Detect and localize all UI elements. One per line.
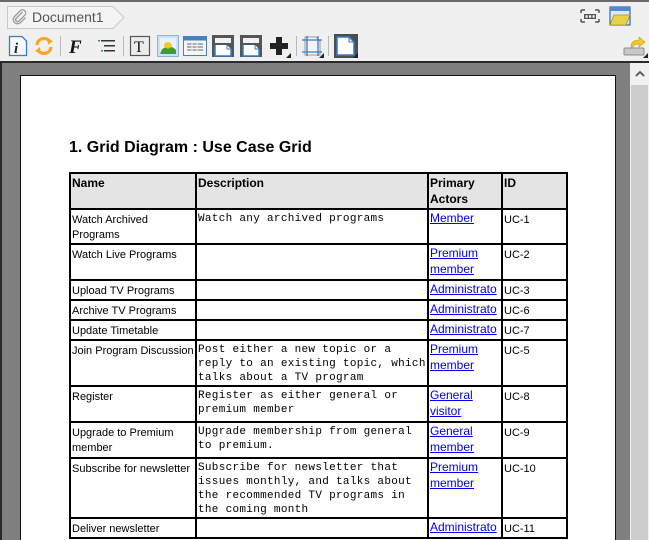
list-format-button[interactable] <box>94 34 118 58</box>
document-page[interactable] <box>20 75 616 540</box>
page-header-icon <box>211 34 235 58</box>
column-header-name: Name <box>70 173 196 209</box>
table-icon <box>183 36 207 56</box>
cell-primary-actor <box>428 518 502 538</box>
cell-primary-actor <box>428 386 502 422</box>
document-canvas[interactable] <box>0 61 630 540</box>
cell-name: Watch Archived Programs <box>70 209 196 244</box>
actor-link[interactable]: Premium member <box>430 460 479 490</box>
table-row <box>70 340 567 386</box>
font-icon <box>65 35 87 57</box>
table-row <box>70 300 567 320</box>
scrollbar-thumb[interactable] <box>631 85 648 540</box>
cell-primary-actor <box>428 458 502 518</box>
scroll-up-button[interactable] <box>631 65 648 82</box>
cell-id: UC-10 <box>502 458 567 518</box>
cell-name: Join Program Discussion <box>70 340 196 386</box>
cell-primary-actor <box>428 300 502 320</box>
dropdown-corner-icon <box>319 53 324 58</box>
cell-description: Watch any archived programs <box>196 209 428 244</box>
cell-primary-actor <box>428 280 502 300</box>
text-icon <box>129 35 151 57</box>
cell-name: Watch Live Programs <box>70 244 196 280</box>
column-header-primary-actors: Primary Actors <box>428 173 502 209</box>
table-row <box>70 280 567 300</box>
cell-name: Register <box>70 386 196 422</box>
table-button[interactable] <box>183 34 207 58</box>
cell-description <box>196 244 428 280</box>
text-button[interactable] <box>128 34 152 58</box>
font-button[interactable] <box>64 34 88 58</box>
toolbar <box>0 32 649 60</box>
page-heading: 1. Grid Diagram : Use Case Grid <box>69 139 312 156</box>
table-row <box>70 320 567 340</box>
cell-id: UC-5 <box>502 340 567 386</box>
actor-link[interactable]: General member <box>430 424 475 454</box>
cell-description <box>196 320 428 340</box>
table-header-row <box>70 173 567 209</box>
column-header-id: ID <box>502 173 567 209</box>
actor-link[interactable]: Premium member <box>430 246 479 276</box>
cell-name: Update Timetable <box>70 320 196 340</box>
cell-description: Upgrade membership from general to premium. <box>196 422 428 458</box>
document-tab-title: Document1 <box>32 9 104 25</box>
column-header-description: Description <box>196 173 428 209</box>
table-row <box>70 518 567 538</box>
cell-description: Register as either general or premium member <box>196 386 428 422</box>
cell-id: UC-1 <box>502 209 567 244</box>
cell-primary-actor <box>428 320 502 340</box>
table-row <box>70 244 567 280</box>
svg-text:i: i <box>14 41 19 57</box>
panel-toggle-icon[interactable] <box>609 6 631 26</box>
toolbar-separator <box>296 36 297 56</box>
window-controls <box>579 6 631 26</box>
cell-primary-actor <box>428 422 502 458</box>
dropdown-corner-icon <box>286 53 291 58</box>
page-header-button[interactable] <box>211 34 235 58</box>
vertical-scrollbar[interactable] <box>630 61 649 540</box>
cell-description <box>196 300 428 320</box>
cell-id: UC-11 <box>502 518 567 538</box>
cell-id: UC-3 <box>502 280 567 300</box>
fit-width-icon[interactable] <box>579 8 601 24</box>
cell-name: Upload TV Programs <box>70 280 196 300</box>
tab-bar <box>0 2 649 30</box>
cell-name: Upgrade to Premium member <box>70 422 196 458</box>
actor-link[interactable]: Premium member <box>430 342 479 372</box>
actor-link[interactable]: Administrato <box>430 322 497 336</box>
cell-description <box>196 280 428 300</box>
actor-link[interactable]: Member <box>430 211 475 225</box>
page-footer-button[interactable] <box>239 34 263 58</box>
table-row <box>70 422 567 458</box>
actor-link[interactable]: Administrato <box>430 282 497 296</box>
add-button[interactable] <box>267 34 291 58</box>
table-row <box>70 386 567 422</box>
toolbar-separator <box>60 36 61 56</box>
image-icon <box>157 35 179 57</box>
list-icon <box>95 35 117 57</box>
cell-name: Deliver newsletter <box>70 518 196 538</box>
toolbar-separator <box>328 36 329 56</box>
svg-text:T: T <box>134 39 144 56</box>
page-setup-button[interactable] <box>334 34 358 58</box>
dropdown-corner-icon <box>353 53 358 58</box>
cell-id: UC-8 <box>502 386 567 422</box>
cell-name: Subscribe for newsletter <box>70 458 196 518</box>
cell-id: UC-9 <box>502 422 567 458</box>
refresh-icon <box>33 35 55 57</box>
cell-description: Post either a new topic or a reply to an existing topic, which talks about a TV program <box>196 340 428 386</box>
dropdown-corner-icon <box>643 53 648 58</box>
export-button[interactable] <box>622 34 648 58</box>
table-row <box>70 209 567 244</box>
margins-button[interactable] <box>300 34 324 58</box>
image-button[interactable] <box>156 34 180 58</box>
link-clip-icon <box>12 9 28 25</box>
table-row <box>70 458 567 518</box>
cell-primary-actor <box>428 244 502 280</box>
cell-name: Archive TV Programs <box>70 300 196 320</box>
actor-link[interactable]: Administrato <box>430 302 497 316</box>
cell-id: UC-6 <box>502 300 567 320</box>
cell-primary-actor <box>428 209 502 244</box>
chevron-up-icon <box>635 70 645 77</box>
actor-link[interactable]: Administrato <box>430 520 497 534</box>
use-case-grid-table <box>69 172 568 539</box>
cell-id: UC-2 <box>502 244 567 280</box>
cell-primary-actor <box>428 340 502 386</box>
info-icon <box>8 35 28 57</box>
cell-description <box>196 518 428 538</box>
refresh-button[interactable] <box>32 34 56 58</box>
info-button[interactable] <box>6 34 30 58</box>
toolbar-separator <box>123 36 124 56</box>
cell-description: Subscribe for newsletter that issues monthly, and talks about the recommended TV programs in the coming month <box>196 458 428 518</box>
svg-text:F: F <box>69 37 82 57</box>
cell-id: UC-7 <box>502 320 567 340</box>
actor-link[interactable]: General visitor <box>430 388 473 418</box>
page-footer-icon <box>239 34 263 58</box>
document-tab[interactable] <box>7 6 122 28</box>
